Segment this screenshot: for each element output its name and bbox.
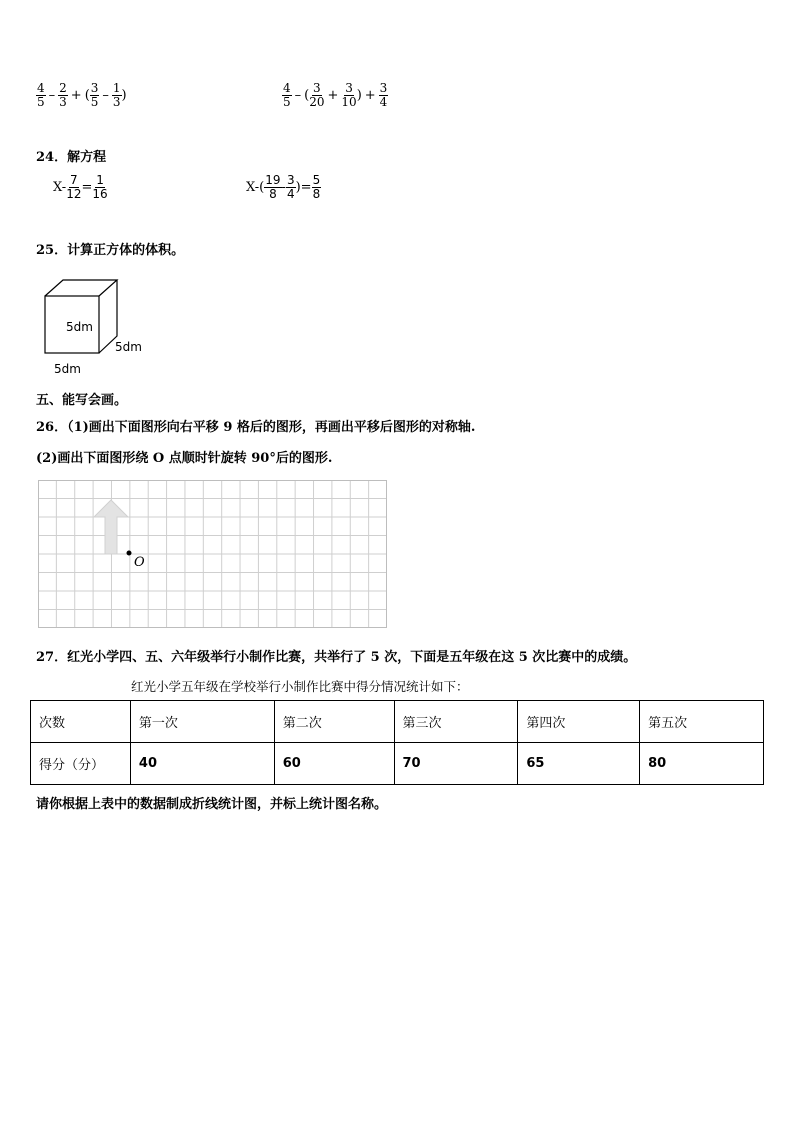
expression-1: $\frac{4}{5}$ – $\frac{2}{3}$ + ( $\frac{3}{5}$ – $\frac{1}{3}$ ) (37, 81, 127, 109)
arrow-shape (94, 500, 128, 554)
cube-top-face (45, 280, 117, 296)
table-header-cell: 次数 (31, 701, 131, 743)
cube-side-label: 5dm (115, 340, 142, 354)
question-25-title: 25．计算正方体的体积。 (36, 243, 185, 258)
question-26-line-2: (2)画出下面图形绕 O 点顺时针旋转 90°后的图形. (36, 451, 333, 466)
fraction: $\frac{5}{8}$ (312, 173, 321, 201)
table-cell: 80 (640, 743, 764, 785)
question-27-intro: 27．红光小学四、五、六年级举行小制作比赛，共举行了 5 次，下面是五年级在这 5 次比赛中的成绩。 (36, 650, 637, 665)
cube-front-label: 5dm (66, 320, 93, 334)
score-table (30, 700, 764, 785)
table-cell: 70 (394, 743, 518, 785)
cube-bottom-label: 5dm (54, 362, 81, 376)
table-caption: 红光小学五年级在学校举行小制作比赛中得分情况统计如下： (131, 679, 469, 694)
fraction: $\frac{3}{4}$ (286, 173, 295, 201)
table-header-cell: 第五次 (640, 701, 764, 743)
equation-2: X-( $\frac{19}{8}$ - $\frac{3}{4}$ )= $\frac{5}{8}$ (246, 173, 321, 201)
question-26-line-1: 26．（1)画出下面图形向右平移 9 格后的图形，再画出平移后图形的对称轴. (36, 420, 476, 435)
fraction: $\frac{7}{12}$ (66, 173, 82, 201)
fraction: $\frac{19}{8}$ (265, 173, 281, 201)
table-cell: 得分（分） (31, 743, 131, 785)
fraction: $\frac{3}{5}$ (90, 81, 99, 109)
fraction: $\frac{1}{16}$ (92, 173, 108, 201)
fraction: $\frac{2}{3}$ (59, 81, 67, 109)
equation-1: X- $\frac{7}{12}$ = $\frac{1}{16}$ (53, 173, 108, 201)
expression-2: $\frac{4}{5}$ – ( $\frac{3}{20}$ + $\frac{3}{10}$ ) + $\frac{3}{4}$ (283, 81, 388, 109)
grid-paper (38, 480, 387, 628)
table-header-row (31, 701, 764, 743)
point-o (127, 551, 132, 556)
table-row (31, 743, 764, 785)
fraction: $\frac{4}{5}$ (283, 81, 291, 109)
grid-lines (38, 480, 387, 628)
fraction: $\frac{4}{5}$ (37, 81, 45, 109)
table-header-cell: 第四次 (518, 701, 640, 743)
cube-figure (40, 278, 122, 358)
table-cell: 65 (518, 743, 640, 785)
table-header-cell: 第一次 (130, 701, 274, 743)
table-header-cell: 第三次 (394, 701, 518, 743)
table-cell: 60 (274, 743, 394, 785)
table-cell: 40 (130, 743, 274, 785)
table-header-cell: 第二次 (274, 701, 394, 743)
fraction: $\frac{3}{10}$ (341, 81, 357, 109)
section-title: 五、能写会画。 (36, 393, 128, 408)
question-27-note: 请你根据上表中的数据制成折线统计图，并标上统计图名称。 (36, 797, 388, 812)
question-24-title: 24．解方程 (36, 150, 107, 165)
fraction: $\frac{3}{4}$ (379, 81, 388, 109)
point-o-label: O (134, 555, 145, 570)
fraction: $\frac{1}{3}$ (112, 81, 121, 109)
fraction: $\frac{3}{20}$ (309, 81, 325, 109)
